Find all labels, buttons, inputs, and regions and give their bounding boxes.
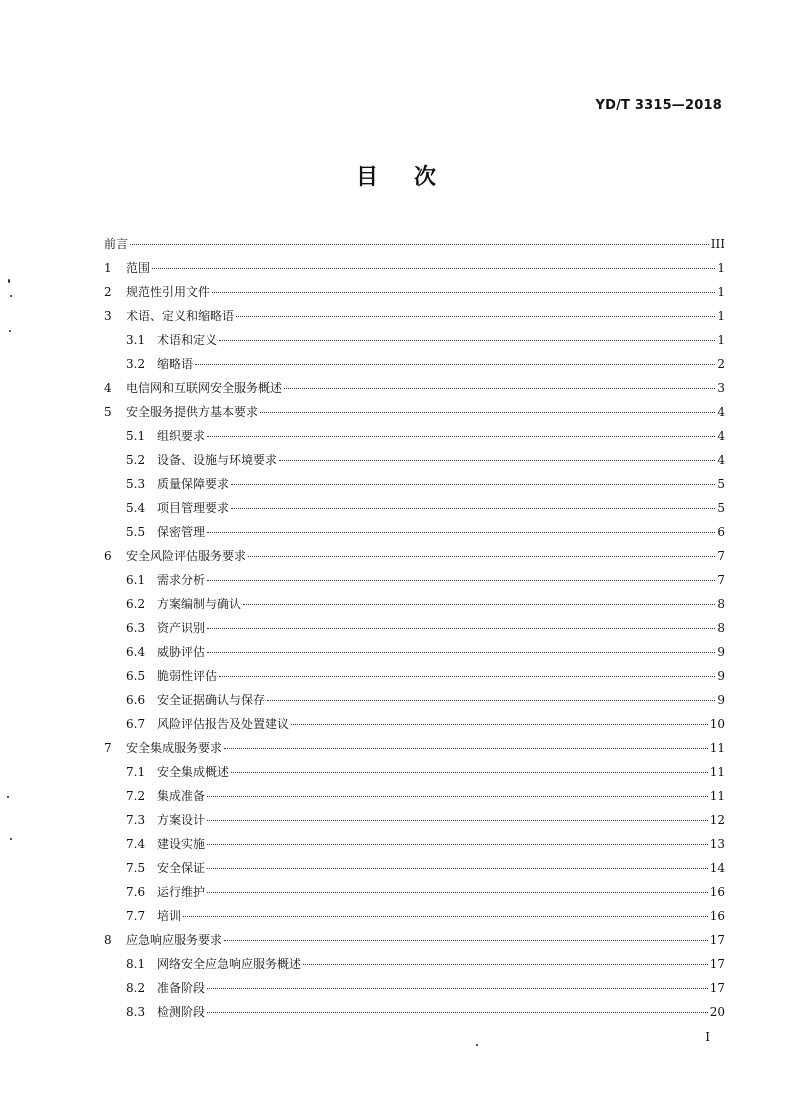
toc-entry-number: 7.3 bbox=[126, 813, 146, 827]
toc-dot-leader bbox=[152, 268, 715, 269]
toc-entry[interactable] bbox=[104, 712, 725, 736]
toc-dot-leader bbox=[207, 796, 708, 797]
toc-entry-page: 2 bbox=[717, 357, 725, 371]
toc-dot-leader bbox=[236, 316, 715, 317]
toc-entry-page: 11 bbox=[709, 789, 725, 803]
toc-entry-page: 17 bbox=[709, 957, 725, 971]
toc-entry-label: 安全服务提供方基本要求 bbox=[126, 405, 259, 419]
toc-dot-leader bbox=[207, 1012, 708, 1013]
toc-entry-page: 4 bbox=[717, 405, 725, 419]
toc-entry[interactable] bbox=[104, 304, 725, 328]
toc-dot-leader bbox=[267, 700, 715, 701]
toc-entry-label: 需求分析 bbox=[157, 573, 206, 587]
toc-entry-page: 7 bbox=[717, 549, 725, 563]
toc-entry-page: 13 bbox=[709, 837, 725, 851]
toc-entry-page: 1 bbox=[717, 261, 725, 275]
toc-dot-leader bbox=[207, 652, 715, 653]
toc-entry-number: 6.3 bbox=[126, 621, 146, 635]
toc-entry-number: 7.2 bbox=[126, 789, 146, 803]
toc-entry-label: 资产识别 bbox=[157, 621, 206, 635]
toc-entry-page: 10 bbox=[709, 717, 725, 731]
toc-entry-number: 3.1 bbox=[126, 333, 146, 347]
toc-entry-label: 集成准备 bbox=[157, 789, 206, 803]
toc-entry-number: 6.4 bbox=[126, 645, 146, 659]
toc-entry-label: 术语和定义 bbox=[157, 333, 218, 347]
document-code: YD/T 3315—2018 bbox=[595, 98, 722, 113]
toc-entry-number: 3.2 bbox=[126, 357, 146, 371]
toc-entry[interactable] bbox=[104, 760, 725, 784]
toc-entry[interactable] bbox=[104, 472, 725, 496]
toc-entry[interactable] bbox=[104, 808, 725, 832]
toc-entry[interactable] bbox=[104, 520, 725, 544]
toc-dot-leader bbox=[207, 868, 708, 869]
toc-entry-page: 12 bbox=[709, 813, 725, 827]
toc-dot-leader bbox=[224, 940, 708, 941]
toc-entry-page: 9 bbox=[717, 693, 725, 707]
toc-entry-page: III bbox=[710, 237, 725, 251]
toc-dot-leader bbox=[231, 772, 708, 773]
toc-entry-number: 4 bbox=[104, 381, 112, 395]
toc-entry-label: 安全风险评估服务要求 bbox=[126, 549, 247, 563]
page-number: I bbox=[705, 1030, 710, 1044]
toc-entry-number: 5.2 bbox=[126, 453, 146, 467]
toc-entry-number: 6 bbox=[104, 549, 112, 563]
toc-dot-leader bbox=[303, 964, 708, 965]
toc-entry-page: 16 bbox=[709, 885, 725, 899]
toc-entry[interactable] bbox=[104, 352, 725, 376]
toc-heading-char-2: 次 bbox=[414, 165, 437, 190]
toc-entry-label: 网络安全应急响应服务概述 bbox=[157, 957, 302, 971]
toc-entry-page: 1 bbox=[717, 285, 725, 299]
toc-entry-label: 质量保障要求 bbox=[157, 477, 230, 491]
toc-heading bbox=[0, 160, 792, 191]
toc-entry-page: 1 bbox=[717, 333, 725, 347]
toc-entry-label: 前言 bbox=[104, 237, 129, 251]
toc-entry[interactable] bbox=[104, 856, 725, 880]
toc-dot-leader bbox=[207, 436, 715, 437]
toc-entry-label: 安全保证 bbox=[157, 861, 206, 875]
toc-dot-leader bbox=[207, 580, 715, 581]
toc-entry[interactable] bbox=[104, 376, 725, 400]
toc-dot-leader bbox=[207, 532, 715, 533]
toc-entry[interactable] bbox=[104, 448, 725, 472]
toc-entry-number: 1 bbox=[104, 261, 112, 275]
toc-entry[interactable] bbox=[104, 424, 725, 448]
toc-dot-leader bbox=[207, 820, 708, 821]
toc-entry-number: 7.7 bbox=[126, 909, 146, 923]
toc-dot-leader bbox=[183, 916, 708, 917]
toc-entry-page: 17 bbox=[709, 933, 725, 947]
toc-entry-number: 2 bbox=[104, 285, 112, 299]
toc-entry[interactable] bbox=[104, 256, 725, 280]
toc-dot-leader bbox=[207, 988, 708, 989]
toc-entry[interactable] bbox=[104, 592, 725, 616]
scan-speck bbox=[7, 796, 9, 798]
toc-entry-number: 6.1 bbox=[126, 573, 146, 587]
toc-entry-label: 脆弱性评估 bbox=[157, 669, 218, 683]
toc-entry[interactable] bbox=[104, 688, 725, 712]
toc-entry-label: 风险评估报告及处置建议 bbox=[157, 717, 290, 731]
toc-dot-leader bbox=[219, 340, 715, 341]
toc-entry-label: 术语、定义和缩略语 bbox=[126, 309, 235, 323]
scan-speck bbox=[10, 838, 12, 840]
toc-entry-page: 1 bbox=[717, 309, 725, 323]
toc-entry[interactable] bbox=[104, 568, 725, 592]
toc-entry-number: 7.5 bbox=[126, 861, 146, 875]
toc-entry-number: 8.3 bbox=[126, 1005, 146, 1019]
toc-entry-number: 8.2 bbox=[126, 981, 146, 995]
scan-speck bbox=[10, 295, 12, 297]
toc-entry-page: 9 bbox=[717, 645, 725, 659]
toc-heading-char-1: 目 bbox=[355, 165, 378, 190]
toc-entry[interactable] bbox=[104, 904, 725, 928]
toc-entry-number: 5 bbox=[104, 405, 112, 419]
toc-entry-page: 11 bbox=[709, 765, 725, 779]
toc-entry-number: 5.1 bbox=[126, 429, 146, 443]
toc-entry-label: 项目管理要求 bbox=[157, 501, 230, 515]
toc-entry-number: 5.3 bbox=[126, 477, 146, 491]
toc-entry-label: 建设实施 bbox=[157, 837, 206, 851]
toc-dot-leader bbox=[219, 676, 715, 677]
toc-entry[interactable] bbox=[104, 328, 725, 352]
toc-entry-number: 6.7 bbox=[126, 717, 146, 731]
toc-entry-label: 电信网和互联网安全服务概述 bbox=[126, 381, 283, 395]
toc-entry-number: 7.1 bbox=[126, 765, 146, 779]
toc-entry-page: 5 bbox=[717, 501, 725, 515]
toc-entry-label: 范围 bbox=[126, 261, 151, 275]
toc-dot-leader bbox=[248, 556, 715, 557]
toc-dot-leader bbox=[207, 892, 708, 893]
toc-dot-leader bbox=[224, 748, 708, 749]
toc-entry-label: 设备、设施与环境要求 bbox=[157, 453, 278, 467]
toc-entry-number: 5.5 bbox=[126, 525, 146, 539]
toc-entry-page: 7 bbox=[717, 573, 725, 587]
toc-entry[interactable] bbox=[104, 832, 725, 856]
toc-entry[interactable] bbox=[104, 928, 725, 952]
toc-entry-page: 8 bbox=[717, 597, 725, 611]
toc-entry-label: 规范性引用文件 bbox=[126, 285, 211, 299]
toc-entry-page: 11 bbox=[709, 741, 725, 755]
toc-dot-leader bbox=[260, 412, 715, 413]
toc-dot-leader bbox=[195, 364, 715, 365]
toc-entry-label: 安全证据确认与保存 bbox=[157, 693, 266, 707]
toc-entry-page: 17 bbox=[709, 981, 725, 995]
toc-entry-number: 6.6 bbox=[126, 693, 146, 707]
toc-dot-leader bbox=[291, 724, 708, 725]
toc-entry-label: 组织要求 bbox=[157, 429, 206, 443]
toc-entry[interactable] bbox=[104, 232, 725, 256]
toc-dot-leader bbox=[130, 244, 709, 245]
toc-entry[interactable] bbox=[104, 1000, 725, 1024]
toc-dot-leader bbox=[243, 604, 715, 605]
toc-dot-leader bbox=[231, 484, 715, 485]
toc-entry-page: 14 bbox=[709, 861, 725, 875]
toc-dot-leader bbox=[212, 292, 715, 293]
toc-entry[interactable] bbox=[104, 616, 725, 640]
toc-entry-label: 准备阶段 bbox=[157, 981, 206, 995]
toc-entry-label: 方案编制与确认 bbox=[157, 597, 242, 611]
toc-entry-label: 应急响应服务要求 bbox=[126, 933, 223, 947]
toc-entry-page: 8 bbox=[717, 621, 725, 635]
toc-entry-page: 3 bbox=[717, 381, 725, 395]
scan-speck bbox=[476, 1044, 478, 1046]
toc-entry[interactable] bbox=[104, 952, 725, 976]
toc-entry[interactable] bbox=[104, 880, 725, 904]
toc-dot-leader bbox=[207, 844, 708, 845]
toc-entry-page: 4 bbox=[717, 453, 725, 467]
toc-dot-leader bbox=[231, 508, 715, 509]
toc-entry[interactable] bbox=[104, 400, 725, 424]
toc-entry-page: 16 bbox=[709, 909, 725, 923]
toc-entry-number: 7.6 bbox=[126, 885, 146, 899]
toc-entry-number: 5.4 bbox=[126, 501, 146, 515]
toc-dot-leader bbox=[207, 628, 715, 629]
toc-entry-label: 安全集成概述 bbox=[157, 765, 230, 779]
toc-entry[interactable] bbox=[104, 280, 725, 304]
toc-entry-page: 6 bbox=[717, 525, 725, 539]
toc-entry-page: 20 bbox=[709, 1005, 725, 1019]
toc-entry-number: 7.4 bbox=[126, 837, 146, 851]
toc-entry[interactable] bbox=[104, 496, 725, 520]
toc-entry-label: 方案设计 bbox=[157, 813, 206, 827]
scan-speck bbox=[8, 279, 10, 283]
toc-entry-page: 4 bbox=[717, 429, 725, 443]
table-of-contents bbox=[104, 232, 725, 1024]
toc-entry-number: 7 bbox=[104, 741, 112, 755]
scan-speck bbox=[9, 330, 11, 332]
toc-entry[interactable] bbox=[104, 976, 725, 1000]
toc-entry-label: 检测阶段 bbox=[157, 1005, 206, 1019]
toc-entry-number: 6.5 bbox=[126, 669, 146, 683]
toc-entry[interactable] bbox=[104, 640, 725, 664]
toc-entry-number: 8 bbox=[104, 933, 112, 947]
toc-entry-label: 保密管理 bbox=[157, 525, 206, 539]
toc-entry-page: 5 bbox=[717, 477, 725, 491]
toc-entry-label: 缩略语 bbox=[157, 357, 194, 371]
toc-entry-number: 3 bbox=[104, 309, 112, 323]
toc-entry[interactable] bbox=[104, 784, 725, 808]
toc-entry[interactable] bbox=[104, 736, 725, 760]
toc-entry-number: 6.2 bbox=[126, 597, 146, 611]
toc-entry-number: 8.1 bbox=[126, 957, 146, 971]
toc-entry-page: 9 bbox=[717, 669, 725, 683]
toc-dot-leader bbox=[279, 460, 715, 461]
toc-entry[interactable] bbox=[104, 664, 725, 688]
toc-dot-leader bbox=[284, 388, 715, 389]
toc-entry-label: 安全集成服务要求 bbox=[126, 741, 223, 755]
toc-entry-label: 培训 bbox=[157, 909, 182, 923]
toc-entry-label: 威胁评估 bbox=[157, 645, 206, 659]
toc-entry[interactable] bbox=[104, 544, 725, 568]
toc-entry-label: 运行维护 bbox=[157, 885, 206, 899]
